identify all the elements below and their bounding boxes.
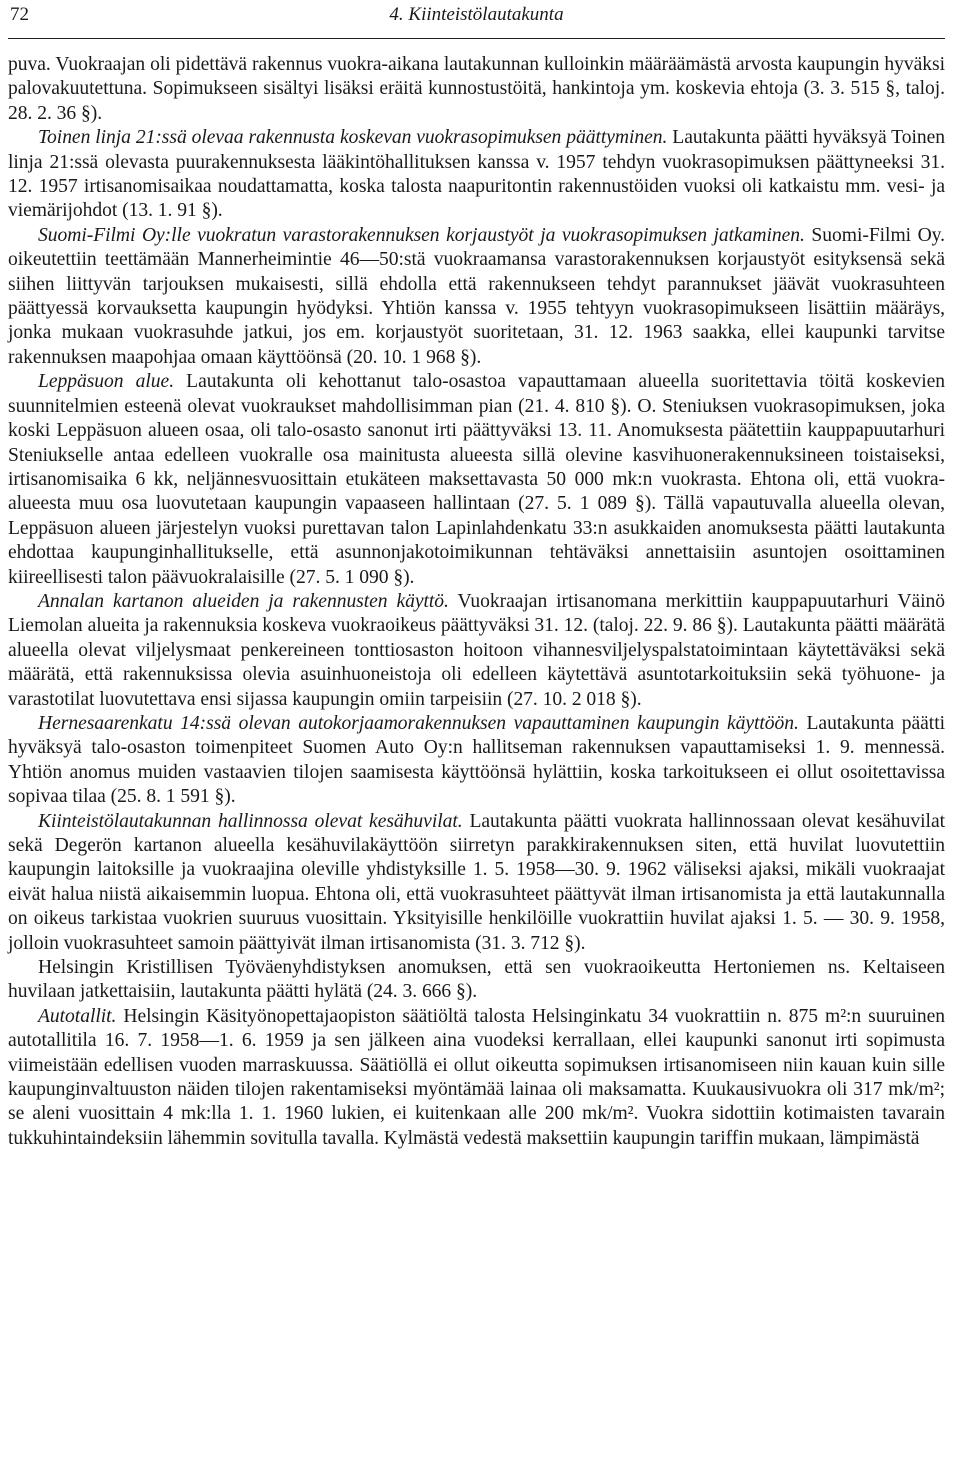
document-page <box>8 0 945 1151</box>
section-heading: Autotallit. <box>38 1005 117 1027</box>
section-heading: Suomi-Filmi Oy:lle vuokratun varastorakennuksen korjaustyöt ja vuokrasopimuksen jatkaminen. <box>38 224 805 246</box>
paragraph-text: Helsingin Käsityönopettajaopiston säätiöltä talosta Helsinginkatu 34 vuokrattiin n. 875 m²:n suuruinen autotallitila 16. 7. 1958—1. 6. 1959 ja sen jälkeen aina vuodeksi kerrallaan, ellei kaupunki sanonut irti sopimusta viimeistään edellisen vuoden marraskuussa. Säätiöllä ei ollut oikeutta sopimuksen irtisanomiseen niin kauan kuin sille kaupunginvaltuuston näiden tilojen rakentamiseksi myöntämää lainaa oli maksamatta. Kuukausivuokra oli 317 mk/m²; se aleni vuosittain 4 mk:lla 1. 1. 1960 lukien, ei kuitenkaan alle 200 mk/m². Vuokra sidottiin kotimaisten tavarain tukkuhintaindeksiin lähemmin sovitulla tavalla. Kylmästä vedestä maksettiin kaupungin tariffin mukaan, lämpimästä <box>8 1005 945 1149</box>
body-text <box>8 53 945 1151</box>
paragraph-text: Suomi-Filmi Oy. oikeutettiin teettämään Mannerheimintie 46—50:stä vuokraamansa varastorakennuksen korjaustyöt esityksensä sekä siihen liittyvän tarjouksen mukaisesti, sillä ehdolla että rakennukseen tehdyt parannukset jäävät vuokrasuhteen päättyessä korvauksetta kaupungin hyödyksi. Yhtiön kanssa v. 1955 tehtyyn vuokrasopimukseen lisättiin määräys, jonka mukaan vuokrasuhde jatkui, jos em. korjaustyöt suoritetaan, 31. 12. 1963 saakka, ellei kaupunki tarvitse rakennuksen maapohjaa omaan käyttöönsä (20. 10. 1 968 §). <box>8 224 945 368</box>
paragraph-text: Lautakunta päätti vuokrata hallinnossaan olevat kesähuvilat sekä Degerön kartanon alueella kesähuvilakäyttöön siirretyn parakkirakennuksen siten, että huvilat luovutettiin kaupungin laitoksille ja vuokraajina oleville yhdistyksille 1. 5. 1958—30. 9. 1962 väliseksi ajaksi, mikäli vuokraajat eivät halua niistä aikaisemmin luopua. Ehtona oli, että vuokrasuhteet päättyvät ilman irtisanomista ja että lautakunnalla on oikeus tarkistaa vuokrien suuruus vuosittain. Yksityisille henkilöille vuokrattiin huvilat ajaksi 1. 5. — 30. 9. 1958, jolloin vuokrasuhteet samoin päättyivät ilman irtisanomista (31. 3. 712 §). <box>8 810 945 954</box>
section-heading: Leppäsuon alue. <box>38 371 175 393</box>
paragraph <box>8 126 945 224</box>
paragraph <box>8 370 945 590</box>
paragraph <box>8 956 945 1005</box>
paragraph-text: Lautakunta päätti hyväksyä talo-osaston toimenpiteet Suomen Auto Oy:n hallitseman rakennuksen vapauttamiseksi 1. 9. mennessä. Yhtiön anomus muiden vastaavien tilojen saamisesta käyttöönsä hylättiin, koska tarkoitukseen ei ollut osoitettavissa sopivaa tilaa (25. 8. 1 591 §). <box>8 712 945 808</box>
paragraph-text: puva. Vuokraajan oli pidettävä rakennus vuokra-aikana lautakunnan kulloinkin määräämästä arvosta kaupungin hyväksi palovakuutettuna. Sopimukseen sisältyi lisäksi eräitä kunnostustöitä, hankintoja ym. koskevia ehtoja (3. 3. 515 §, taloj. 28. 2. 36 §). <box>8 54 945 124</box>
paragraph <box>8 53 945 126</box>
section-heading: Kiinteistölautakunnan hallinnossa olevat kesähuvilat. <box>38 810 463 832</box>
paragraph <box>8 224 945 370</box>
paragraph-text: Helsingin Kristillisen Työväenyhdistyksen anomuksen, että sen vuokraoikeutta Hertoniemen ns. Keltaiseen huvilaan jatkettaisiin, lautakunta päätti hylätä (24. 3. 666 §). <box>8 957 945 1003</box>
paragraph <box>8 590 945 712</box>
section-heading: Hernesaarenkatu 14:ssä olevan autokorjaamorakennuksen vapauttaminen kaupungin käyttöön. <box>38 712 799 734</box>
paragraph-text: Vuokraajan irtisanomana merkittiin kauppapuutarhuri Väinö Liemolan alueita ja rakennuksia koskeva vuokraoikeus päättyväksi 31. 12. (taloj. 22. 9. 86 §). Lautakunta päätti määrätä alueella olevat viljelysmaat penkereineen tonttiosaston hoitoon vihannesviljelyspalstatoimintaan käytettäväksi sekä määrätä, että rakennuksissa olevia asuinhuoneistoja oli edelleen käytettävä asuntotarkoituksiin sekä työhuone- ja varastotilat luovutettava ensi sijassa kaupungin omiin tarpeisiin (27. 10. 2 018 §). <box>8 590 945 710</box>
page-header <box>8 0 945 39</box>
page-number: 72 <box>10 4 29 25</box>
section-heading: Toinen linja 21:ssä olevaa rakennusta koskevan vuokrasopimuksen päättyminen. <box>38 127 668 149</box>
paragraph <box>8 1005 945 1151</box>
paragraph <box>8 810 945 956</box>
paragraph-text: Lautakunta päätti hyväksyä Toinen linja 21:ssä olevasta puurakennuksesta lääkintöhallituksen kanssa v. 1957 tehdyn vuokrasopimuksen päättyneeksi 31. 12. 1957 irtisanomisaikaa noudattamatta, koska talosta naapuritontin rakennustöiden vuoksi oli katkaistu mm. vesi- ja viemärijohdot (13. 1. 91 §). <box>8 127 945 222</box>
section-heading: Annalan kartanon alueiden ja rakennusten käyttö. <box>38 590 449 612</box>
running-title: 4. Kiinteistölautakunta <box>389 4 564 25</box>
paragraph-text: Lautakunta oli kehottanut talo-osastoa vapauttamaan alueella suoritettavia töitä koskevien suunnitelmien esteenä olevat vuokraukset mahdollisimman pian (21. 4. 810 §). O. Steniuksen vuokrasopimuksen, joka koski Leppäsuon alueen osaa, oli talo-osasto sanonut irti päättyväksi 13. 11. Anomuksesta päätettiin kauppapuutarhuri Steniukselle antaa edelleen vuokralle osa mainitusta alueesta sillä olevine kasvihuonerakennuksineen toistaiseksi, irtisanomisaika 6 kk, neljännesvuosittain etukäteen maksettavasta 50 000 mk:n vuokrasta. Ehtona oli, että vuokra-alueesta muu osa luovutetaan kaupungin vapaaseen hallintaan (27. 5. 1 089 §). Tällä vapautuvalla alueella olevan, Leppäsuon alueen järjestelyn vuoksi purettavan talon Lapinlahdenkatu 33:n asukkaiden anomuksesta päätti lautakunta ehdottaa kaupunginhallitukselle, että asunnonjakotoimikunnan tehtäväksi annettaisiin asuntojen osoittaminen kiireellisesti talon päävuokralaisille (27. 5. 1 090 §). <box>8 371 945 588</box>
paragraph <box>8 712 945 810</box>
